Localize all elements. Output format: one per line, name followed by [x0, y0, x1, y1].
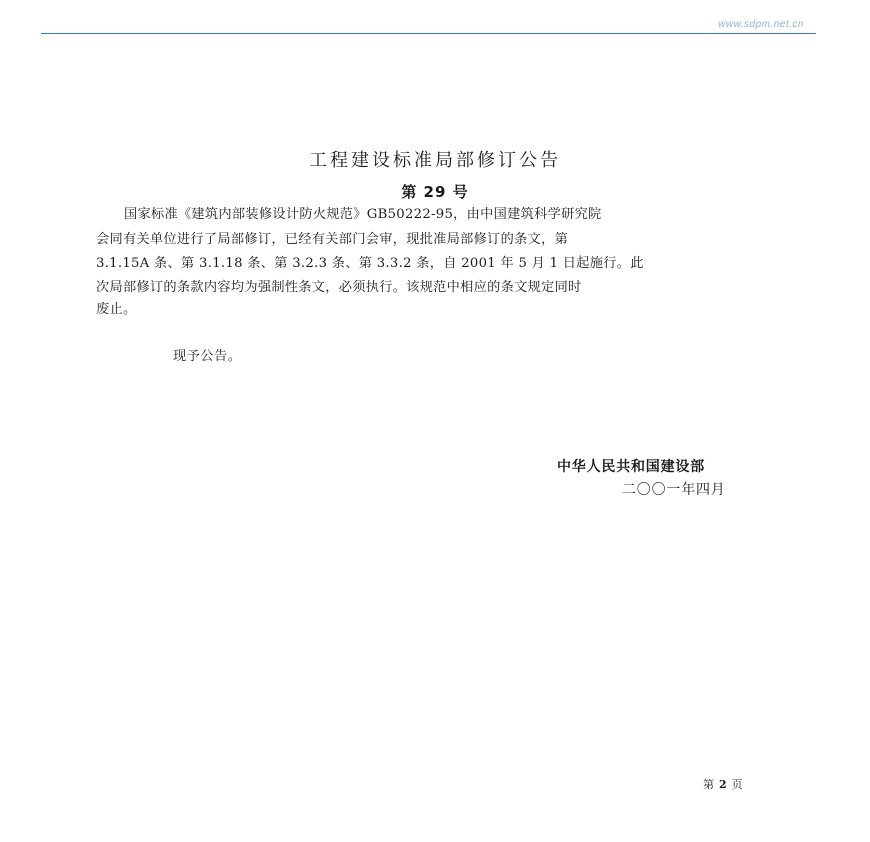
body-line-4: 次局部修订的条款内容均为强制性条文，必须执行。该规范中相应的条文规定同时: [96, 280, 582, 295]
page-number: [703, 776, 743, 792]
site-watermark: www.sdpm.net.cn: [718, 19, 804, 30]
body-line-3: 3.1.15A 条、第 3.1.18 条、第 3.2.3 条、第 3.3.2 条，自 2001 年 5 月 1 日起施行。此: [96, 256, 644, 271]
announcement-text: 现予公告。: [173, 349, 242, 364]
header-rule: [41, 33, 816, 34]
page-suffix: 页: [731, 778, 743, 791]
page-prefix: 第: [703, 778, 714, 791]
body-line-1: 国家标准《建筑内部装修设计防火规范》GB50222-95，由中国建筑科学研究院: [124, 207, 602, 222]
document-title: 工程建设标准局部修订公告: [309, 150, 561, 171]
announcement-number: 第 29 号: [401, 183, 469, 201]
body-line-5: 废止。: [96, 302, 137, 317]
page-number-value: 2: [719, 778, 727, 791]
body-line-2: 会同有关单位进行了局部修订，已经有关部门会审，现批准局部修订的条文，第: [96, 232, 569, 247]
issue-date: 二〇〇一年四月: [622, 482, 726, 498]
issuer-name: 中华人民共和国建设部: [557, 459, 705, 475]
